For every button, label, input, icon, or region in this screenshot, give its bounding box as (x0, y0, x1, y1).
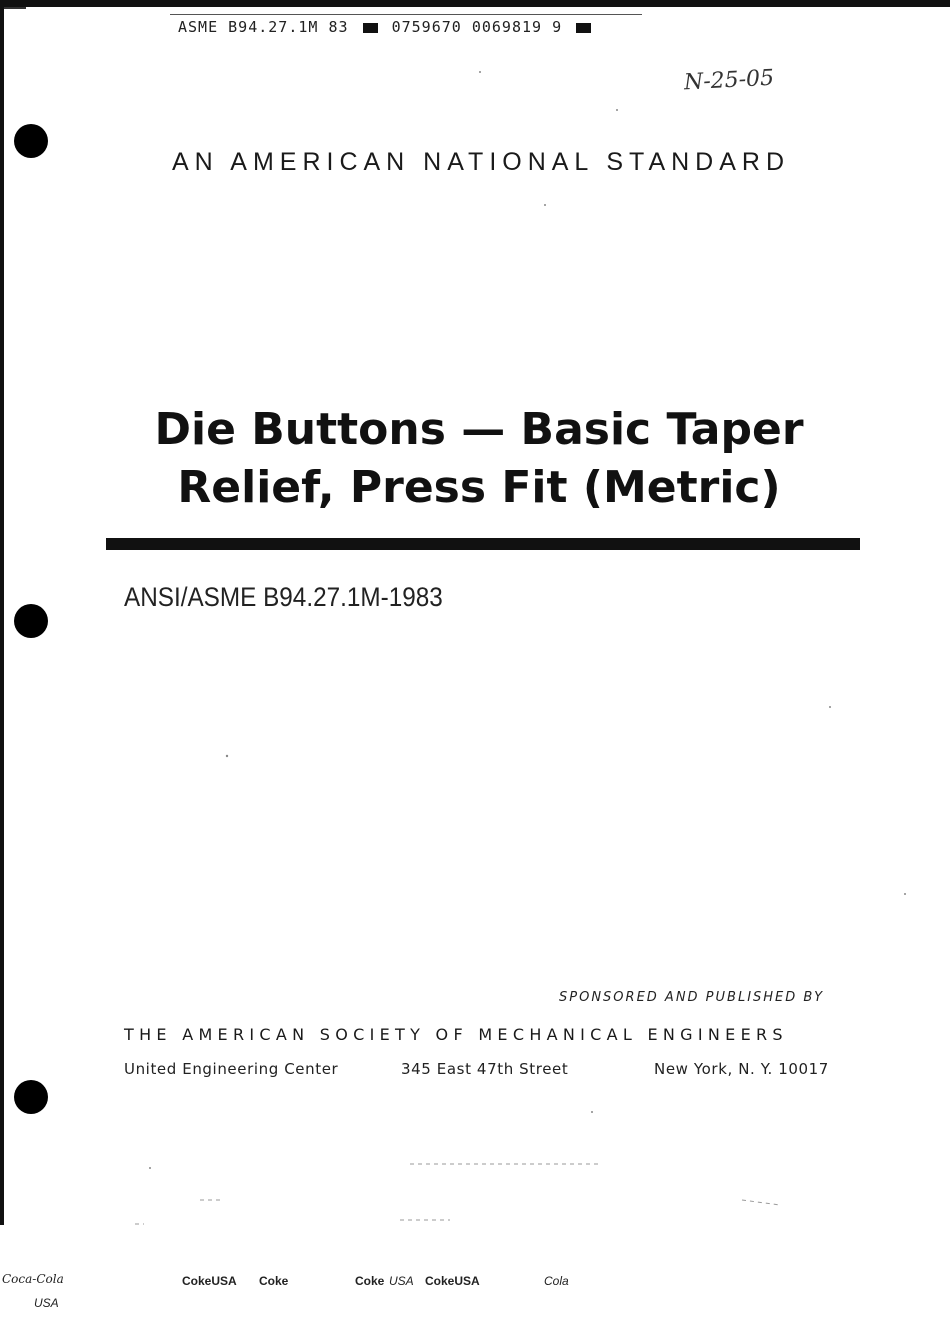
society-name: THE AMERICAN SOCIETY OF MECHANICAL ENGINEERS (124, 1025, 788, 1044)
left-border (0, 7, 4, 1225)
footer-word: CokeUSA (182, 1274, 237, 1288)
document-title-line2: Relief, Press Fit (Metric) (177, 462, 781, 513)
code-rule (170, 14, 642, 15)
footer-word: Cola (544, 1274, 569, 1288)
address-center: United Engineering Center (124, 1060, 339, 1078)
punch-hole (14, 1080, 48, 1114)
punch-hole (14, 604, 48, 638)
title-rule (106, 538, 860, 550)
footer-usa: USA (34, 1296, 59, 1310)
address-street: 345 East 47th Street (401, 1060, 569, 1078)
handwritten-note: N-25-05 (683, 65, 775, 96)
code-numbers: 0759670 0069819 9 (391, 18, 563, 36)
footer-word: CokeUSA (425, 1274, 480, 1288)
standard-designation: ANSI/ASME B94.27.1M-1983 (124, 582, 443, 612)
black-block-mark (576, 23, 591, 33)
footer-word: USA (389, 1274, 414, 1288)
black-block-mark (363, 23, 378, 33)
footer-logo: Coca-Cola (2, 1272, 64, 1286)
code-prefix: ASME B94.27.1M 83 (178, 18, 349, 36)
document-title-line1: Die Buttons — Basic Taper (154, 404, 804, 455)
document-code-line (178, 18, 595, 36)
address-city: New York, N. Y. 10017 (654, 1060, 829, 1078)
corner-mark (4, 7, 26, 9)
top-border (0, 0, 950, 7)
standard-line: AN AMERICAN NATIONAL STANDARD (171, 148, 791, 176)
sponsored-by: SPONSORED AND PUBLISHED BY (559, 990, 825, 1005)
footer-word: Coke (259, 1274, 289, 1288)
footer-word: Coke (355, 1274, 385, 1288)
